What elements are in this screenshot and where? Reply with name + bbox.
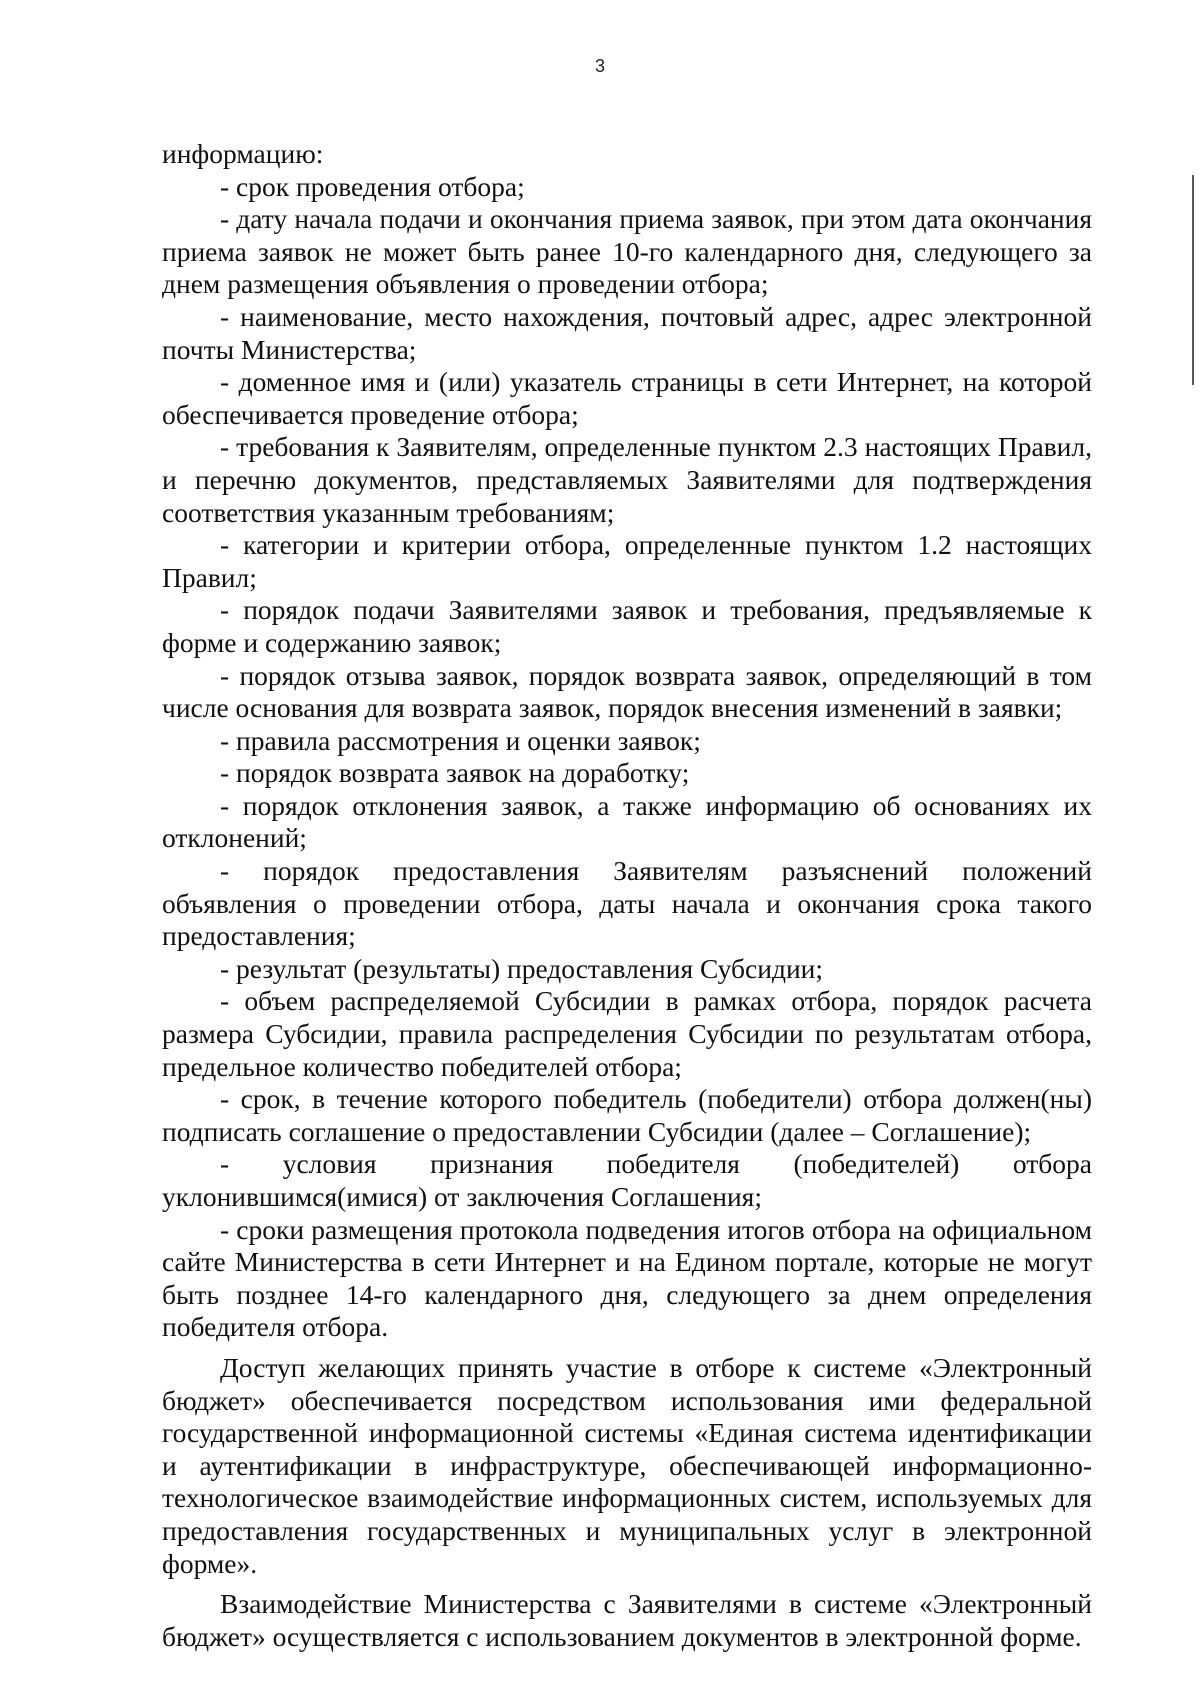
list-item: - сроки размещения протокола подведения итогов отбора на официальном сайте Министерства в сети Интернет и на Едином портале, которые не могут быть позднее 14-го календарного дня, следующего за днем определения победителя отбора. (162, 1213, 1092, 1343)
page-number: 3 (594, 56, 605, 76)
list-item: - объем распределяемой Субсидии в рамках отбора, порядок расчета размера Субсидии, правила распределения Субсидии по результатам отбора, предельное количество победителей отбора; (162, 985, 1092, 1082)
list-item: - условия признания победителя (победителей) отбора уклонившимся(имися) от заключения Соглашения; (162, 1148, 1092, 1212)
list-item: - порядок подачи Заявителями заявок и требования, предъявляемые к форме и содержанию заявок; (162, 594, 1092, 658)
list-item: - наименование, место нахождения, почтовый адрес, адрес электронной почты Министерства; (162, 300, 1092, 365)
list-item: - доменное имя и (или) указатель страницы в сети Интернет, на которой обеспечивается проведение отбора; (162, 366, 1092, 430)
list-item: - результат (результаты) предоставления Субсидии; (220, 952, 824, 984)
list-item: - порядок отклонения заявок, а также информацию об основаниях их отклонений; (162, 789, 1092, 854)
list-item: - порядок отзыва заявок, порядок возврата заявок, определяющий в том числе основания для возврата заявок, порядок внесения изменений в заявки; (162, 659, 1092, 724)
list-item: - порядок возврата заявок на доработку; (220, 757, 690, 789)
list-item: - правила рассмотрения и оценки заявок; (220, 724, 701, 756)
scan-edge-mark (1192, 175, 1194, 385)
list-item: - дату начала подачи и окончания приема заявок, при этом дата окончания приема заявок не может быть ранее 10-го календарного дня, следующего за днем размещения объявления о проведении отбора; (162, 203, 1092, 300)
list-item: - порядок предоставления Заявителям разъяснений положений объявления о проведении отбора, даты начала и окончания срока такого предоставления; (162, 855, 1092, 952)
list-item: - срок проведения отбора; (220, 170, 525, 202)
document-body (162, 138, 1092, 1653)
list-item: - срок, в течение которого победитель (победители) отбора должен(ны) подписать соглашение о предоставлении Субсидии (далее – Соглашение); (162, 1083, 1092, 1147)
list-item: - требования к Заявителям, определенные пунктом 2.3 настоящих Правил, и перечню документов, представляемых Заявителями для подтверждения соответствия указанным требованиям; (162, 431, 1092, 528)
list-item: - категории и критерии отбора, определенные пунктом 1.2 настоящих Правил; (162, 529, 1092, 593)
paragraph-access: Доступ желающих принять участие в отборе к системе «Электронный бюджет» обеспечивается посредством использования ими федеральной государственной информационной системы «Единая система идентификации и аутентификации в инфраструктуре, обеспечивающей информационно-технологическое взаимодействие информационных систем, используемых для предоставления государственных и муниципальных услуг в электронной форме». (162, 1351, 1092, 1579)
lead-text: информацию: (162, 138, 324, 169)
paragraph-interaction: Взаимодействие Министерства с Заявителями в системе «Электронный бюджет» осуществляется с использованием документов в электронной форме. (162, 1588, 1092, 1652)
